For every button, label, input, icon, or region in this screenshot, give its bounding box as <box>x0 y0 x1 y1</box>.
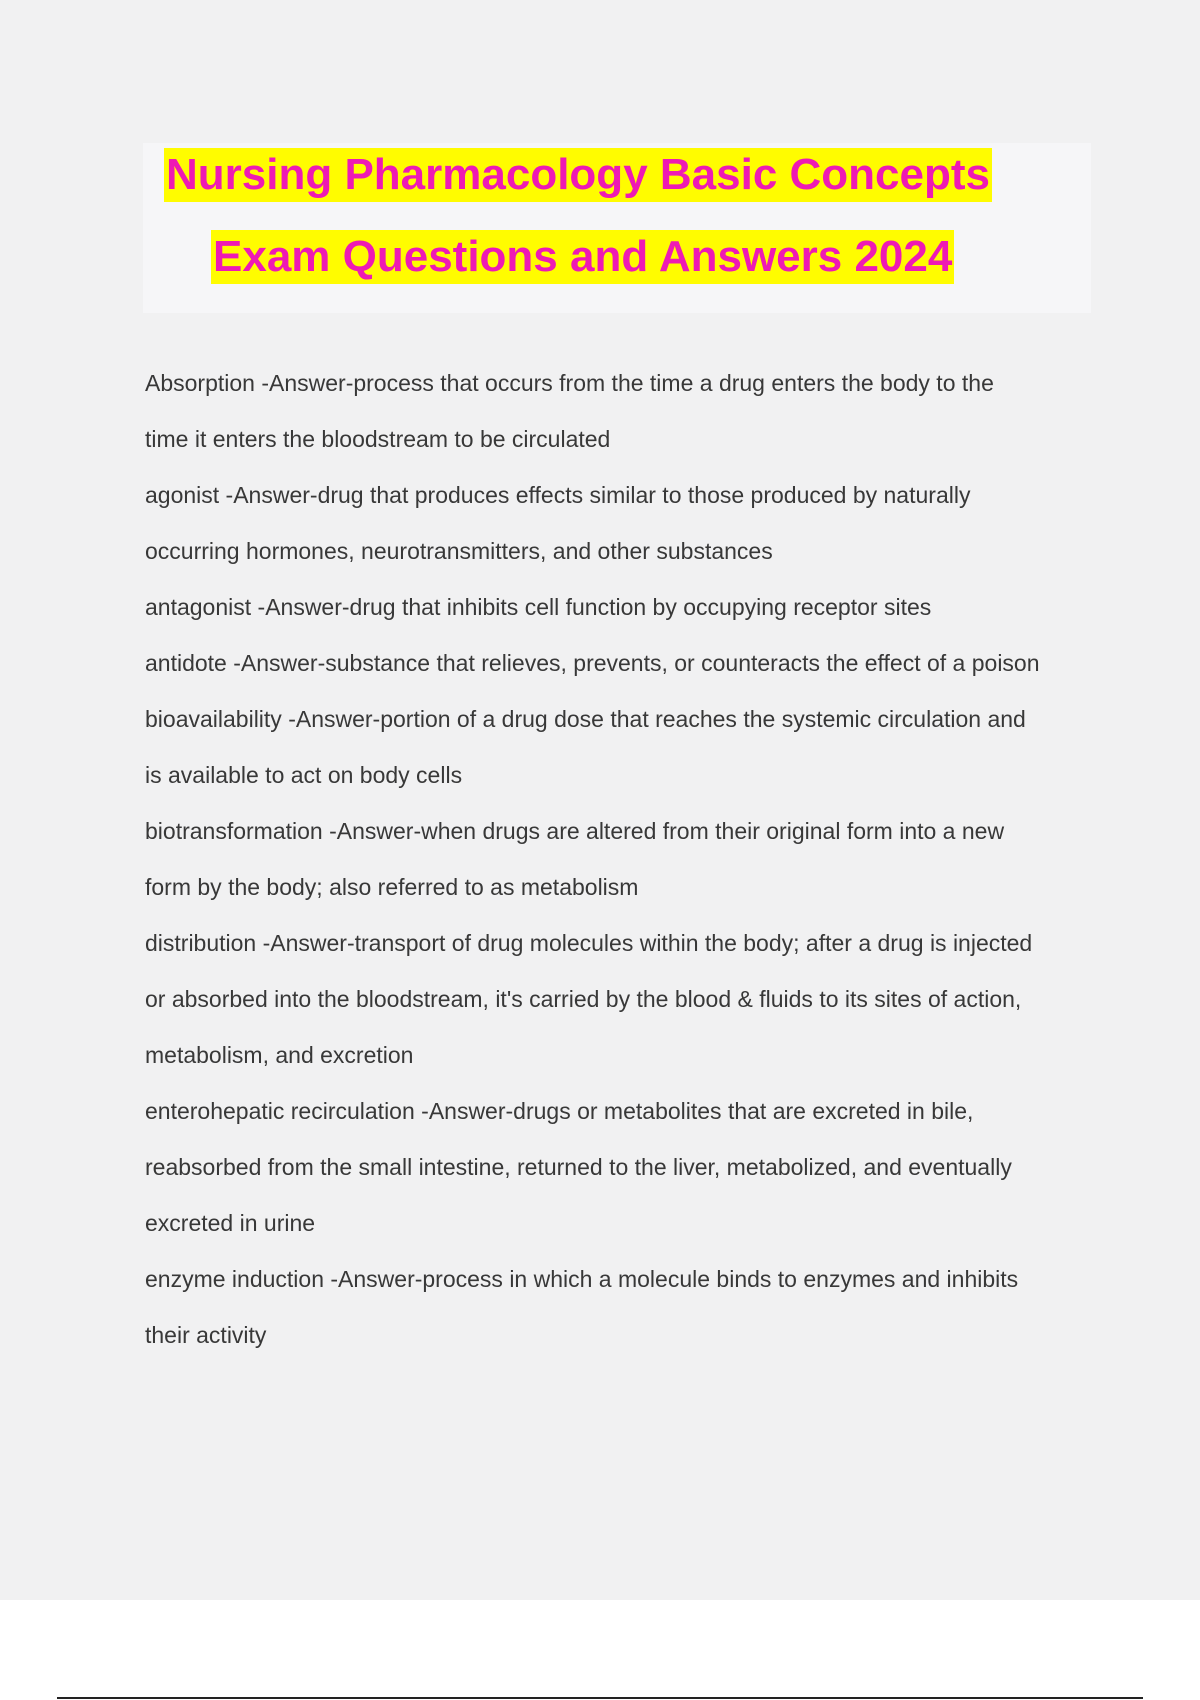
text-line: time it enters the bloodstream to be circulated <box>145 426 611 452</box>
text-line: bioavailability -Answer-portion of a drug dose that reaches the systemic circulation and <box>145 706 1026 732</box>
text-line: antidote -Answer-substance that relieves, prevents, or counteracts the effect of a poison <box>145 650 1040 676</box>
text-line: reabsorbed from the small intestine, returned to the liver, metabolized, and eventually <box>145 1154 1012 1180</box>
document-body <box>145 355 1095 1363</box>
document-title-line-1: Nursing Pharmacology Basic Concepts <box>164 148 992 202</box>
text-line: occurring hormones, neurotransmitters, and other substances <box>145 538 773 564</box>
text-line: distribution -Answer-transport of drug molecules within the body; after a drug is injected <box>145 930 1033 956</box>
title-block <box>143 143 1091 313</box>
document-title-line-2: Exam Questions and Answers 2024 <box>211 230 954 284</box>
text-line: metabolism, and excretion <box>145 1042 414 1068</box>
text-line: excreted in urine <box>145 1210 316 1236</box>
text-line: or absorbed into the bloodstream, it's carried by the blood & fluids to its sites of action, <box>145 986 1022 1012</box>
text-line: antagonist -Answer-drug that inhibits cell function by occupying receptor sites <box>145 594 932 620</box>
text-line: agonist -Answer-drug that produces effects similar to those produced by naturally <box>145 482 971 508</box>
text-line: biotransformation -Answer-when drugs are altered from their original form into a new <box>145 818 1005 844</box>
text-line: their activity <box>145 1322 267 1348</box>
bottom-divider <box>57 1697 1143 1699</box>
text-line: enzyme induction -Answer-process in which a molecule binds to enzymes and inhibits <box>145 1266 1019 1292</box>
text-line: enterohepatic recirculation -Answer-drugs or metabolites that are excreted in bile, <box>145 1098 974 1124</box>
text-line: is available to act on body cells <box>145 762 463 788</box>
text-line: Absorption -Answer-process that occurs from the time a drug enters the body to the <box>145 370 994 396</box>
text-line: form by the body; also referred to as metabolism <box>145 874 639 900</box>
